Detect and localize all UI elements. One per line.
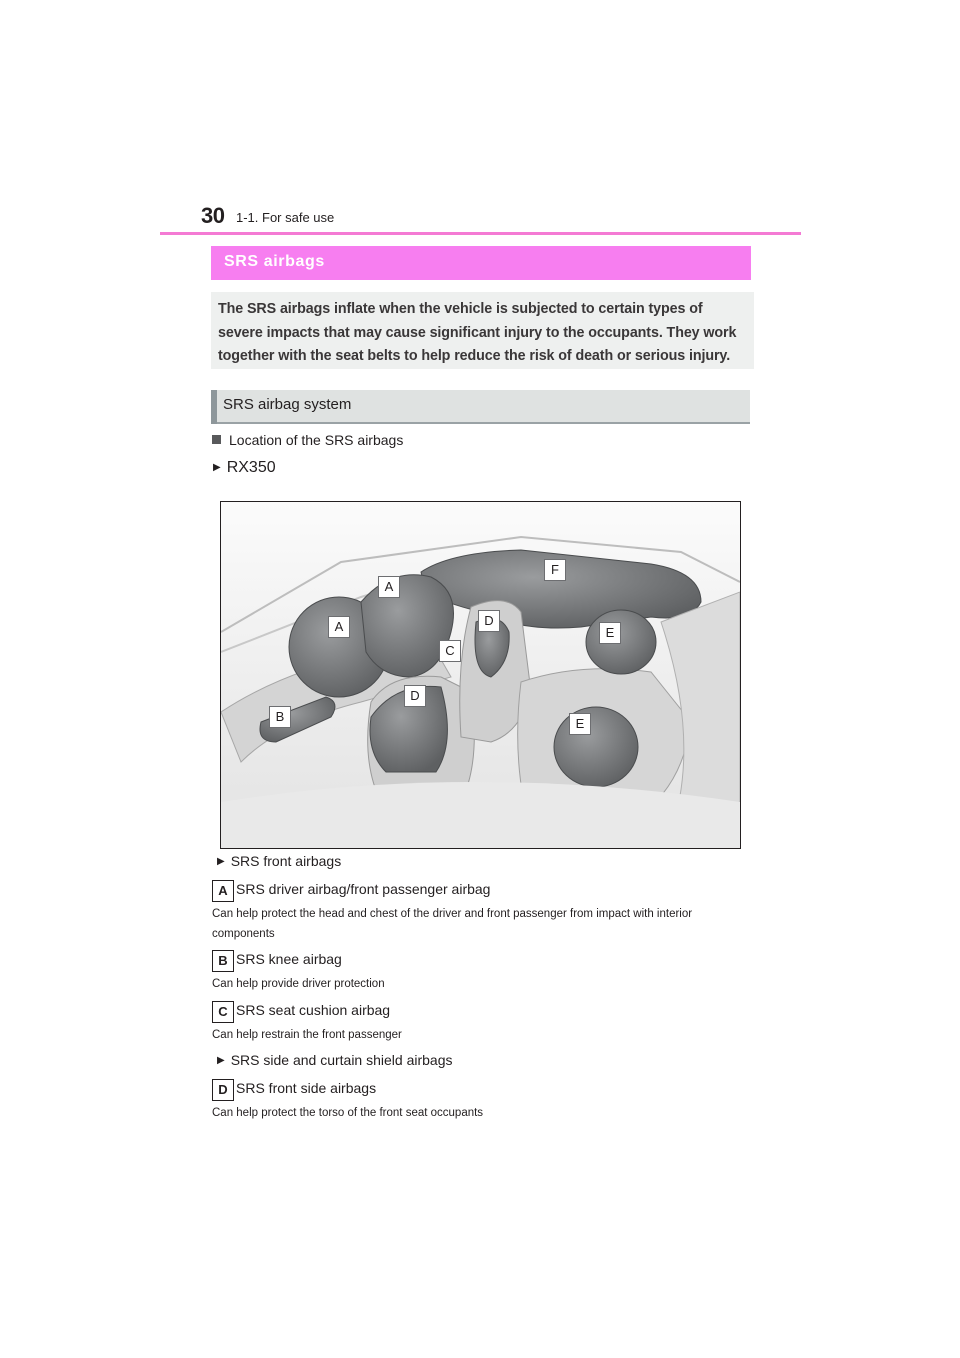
callout-e-lower: E (569, 713, 591, 735)
legend-desc-d: Can help protect the torso of the front seat occupants (212, 1107, 484, 1119)
model-heading-text: RX350 (226, 459, 276, 476)
group-title-side-curtain-airbags: ▶ SRS side and curtain shield airbags (217, 1052, 453, 1068)
airbag-location-figure (220, 501, 741, 849)
triangle-bullet-icon: ▶ (217, 856, 225, 867)
callout-f: F (544, 559, 566, 581)
square-bullet-icon (212, 435, 221, 444)
callout-a-upper: A (378, 576, 400, 598)
header-rule (160, 232, 801, 235)
legend-label-a: SRS driver airbag/front passenger airbag (236, 881, 491, 897)
intro-text: The SRS airbags inflate when the vehicle is subjected to certain types of severe impacts that may cause significant injury to the occupants. They work together with the seat belts to help reduce the risk of death or serious injury. (218, 301, 737, 364)
section-title: SRS airbags (224, 253, 325, 270)
callout-a-lower: A (328, 616, 350, 638)
sub-heading-bar (211, 390, 217, 424)
sub-heading: SRS airbag system (223, 396, 352, 413)
legend-letter-c: C (212, 1001, 234, 1023)
legend-letter-a: A (212, 880, 234, 902)
legend-desc-c: Can help restrain the front passenger (212, 1029, 402, 1041)
group-title-front-airbags: ▶ SRS front airbags (217, 853, 342, 869)
legend-label-d: SRS front side airbags (236, 1080, 377, 1096)
vehicle-interior-illustration (221, 502, 740, 848)
legend-label-b: SRS knee airbag (236, 951, 342, 967)
triangle-bullet-icon: ▶ (217, 1055, 225, 1066)
running-header: 1-1. For safe use (236, 210, 335, 225)
legend-label-c: SRS seat cushion airbag (236, 1002, 391, 1018)
section-banner (211, 246, 751, 280)
sub-heading-banner (211, 390, 750, 424)
callout-e-upper: E (599, 622, 621, 644)
model-heading (213, 459, 276, 477)
location-heading (212, 432, 403, 448)
legend-letter-d: D (212, 1079, 234, 1101)
callout-c: C (439, 640, 461, 662)
callout-d-lower: D (404, 685, 426, 707)
legend-desc-b: Can help provide driver protection (212, 978, 385, 990)
legend-desc-a: Can help protect the head and chest of the driver and front passenger from impact with interior components (212, 908, 693, 940)
location-heading-text: Location of the SRS airbags (229, 432, 404, 448)
callout-d-upper: D (478, 610, 500, 632)
intro-box (211, 292, 754, 369)
callout-b: B (269, 706, 291, 728)
triangle-bullet-icon: ▶ (213, 462, 221, 473)
legend-letter-b: B (212, 950, 234, 972)
page-number: 30 (201, 203, 225, 228)
